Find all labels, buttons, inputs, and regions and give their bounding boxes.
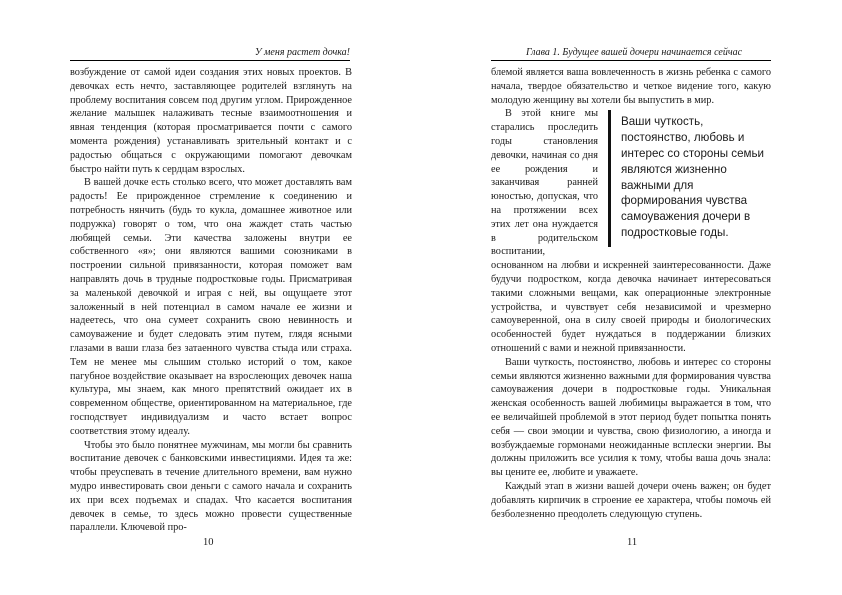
pull-quote: Ваши чуткость, постоянство, любовь и интерес со стороны семьи являются жизненно важными для формирования чувства самоуважения дочери в подростковые годы. — [608, 110, 771, 246]
paragraph: В этой книге мы старались проследить годы становления девочки, начиная со дня ее рождения и заканчивая ранней юностью, допуская, что на протяжении всех этих лет она нуждается в родительском воспитании, основанном на любви и искренней заинтересованности. Даже будучи подростком, когда девочка начинает интересоваться такими сложными вещами, как операционные электронные устройства, и чувствует себя независимой и чрезмерно самоуверенной, она в силу своей природы и биологических особенностей будет нуждаться в поддержании близких отношений с вами и нежной привязанности. — [491, 108, 771, 354]
running-head-right: Глава 1. Будущее вашей дочери начинается сейчас — [526, 47, 743, 58]
paragraph: Каждый этап в жизни вашей дочери очень важен; он будет добавлять кирпичик в строение ее характера, чтобы помочь ей безболезненно преодолеть следующую ступень. — [491, 480, 771, 520]
paragraph: блемой является ваша вовлеченность в жизнь ребенка с самого начала, твердое обязательство и четкое видение того, какую молодую женщину вы хотели бы выпустить в мир. — [491, 67, 771, 106]
page-number-left: 10 — [203, 537, 214, 548]
right-page-body — [491, 66, 771, 521]
page-number-right: 11 — [627, 537, 638, 548]
header-rule-right — [491, 60, 771, 61]
header-rule-left — [70, 60, 350, 61]
right-page — [421, 0, 842, 595]
paragraph: возбуждение от самой идеи создания этих новых проектов. В девочках есть нечто, заставляющее родителей взглянуть на проблему воспитания совсем под другим углом. Прирожденное желание малышек налаживать тесные взаимоотношения и явная тенденция (которая просматривается почти с самого момента рождения) устанавливать зрительный контакт и с радостью общаться с окружающими помогают девочкам быстро найти путь к сердцам взрослых. — [70, 67, 352, 175]
paragraph: Ваши чуткость, постоянство, любовь и интерес со стороны семьи являются жизненно важными для формирования чувства самоуважения дочери в подростковые годы. Уникальная женская особенность вашей любимицы выражается в том, что ее величайшей проблемой в этот период будет попытка понять себя — свои эмоции и чувства, свою физиологию, а иногда и возбуждаемые гормонами неожиданные всплески энергии. Вы должны приложить все усилия к тому, чтобы ваша дочь знала: вы цените ее, любите и уважаете. — [491, 356, 771, 479]
paragraph: В вашей дочке есть столько всего, что может доставлять вам радость! Ее прирожденное стремление к соединению и потребность нянчить (будь то кукла, домашнее животное или подружка) говорят о том, что она жаждет стать частью любящей семьи. Эти качества заложены внутри ее собственного «я»; они являются вашими союзниками в построении сильной привязанности, которая поможет вам направлять дочь в трудные подростковые годы. Присматривая за маленькой девочкой и играя с ней, вы ощущаете этот заложенный в ней потенциал в самом начале ее жизни и надеетесь, что она сумеет сохранить свою невинность и самоуважение и будет следовать этим путем, глядя ясными глазами в ваши глаза без затаенного чувства стыда или страха. Тем не менее мы слышим столько историй о том, какое пагубное воздействие оказывает на взрослеющих девочек наша культура, мы знаем, как много препятствий ожидает их в современном обществе, ориентированном на материальное, где господствует индивидуализм и часто встает вопрос соответствия этому идеалу. — [70, 177, 352, 437]
paragraph: Чтобы это было понятнее мужчинам, мы могли бы сравнить воспитание девочек с банковскими инвестициями. Идея та же: чтобы преуспевать в течение длительного времени, вам нужно мудро инвестировать свои деньги с самого начала и сохранить их при всех подъемах и спадах. Что касается воспитания девочек в семье, то здесь можно провести существенные параллели. Ключевой про- — [70, 439, 352, 534]
left-page-body — [70, 66, 352, 535]
running-head-left: У меня растет дочка! — [254, 47, 350, 58]
